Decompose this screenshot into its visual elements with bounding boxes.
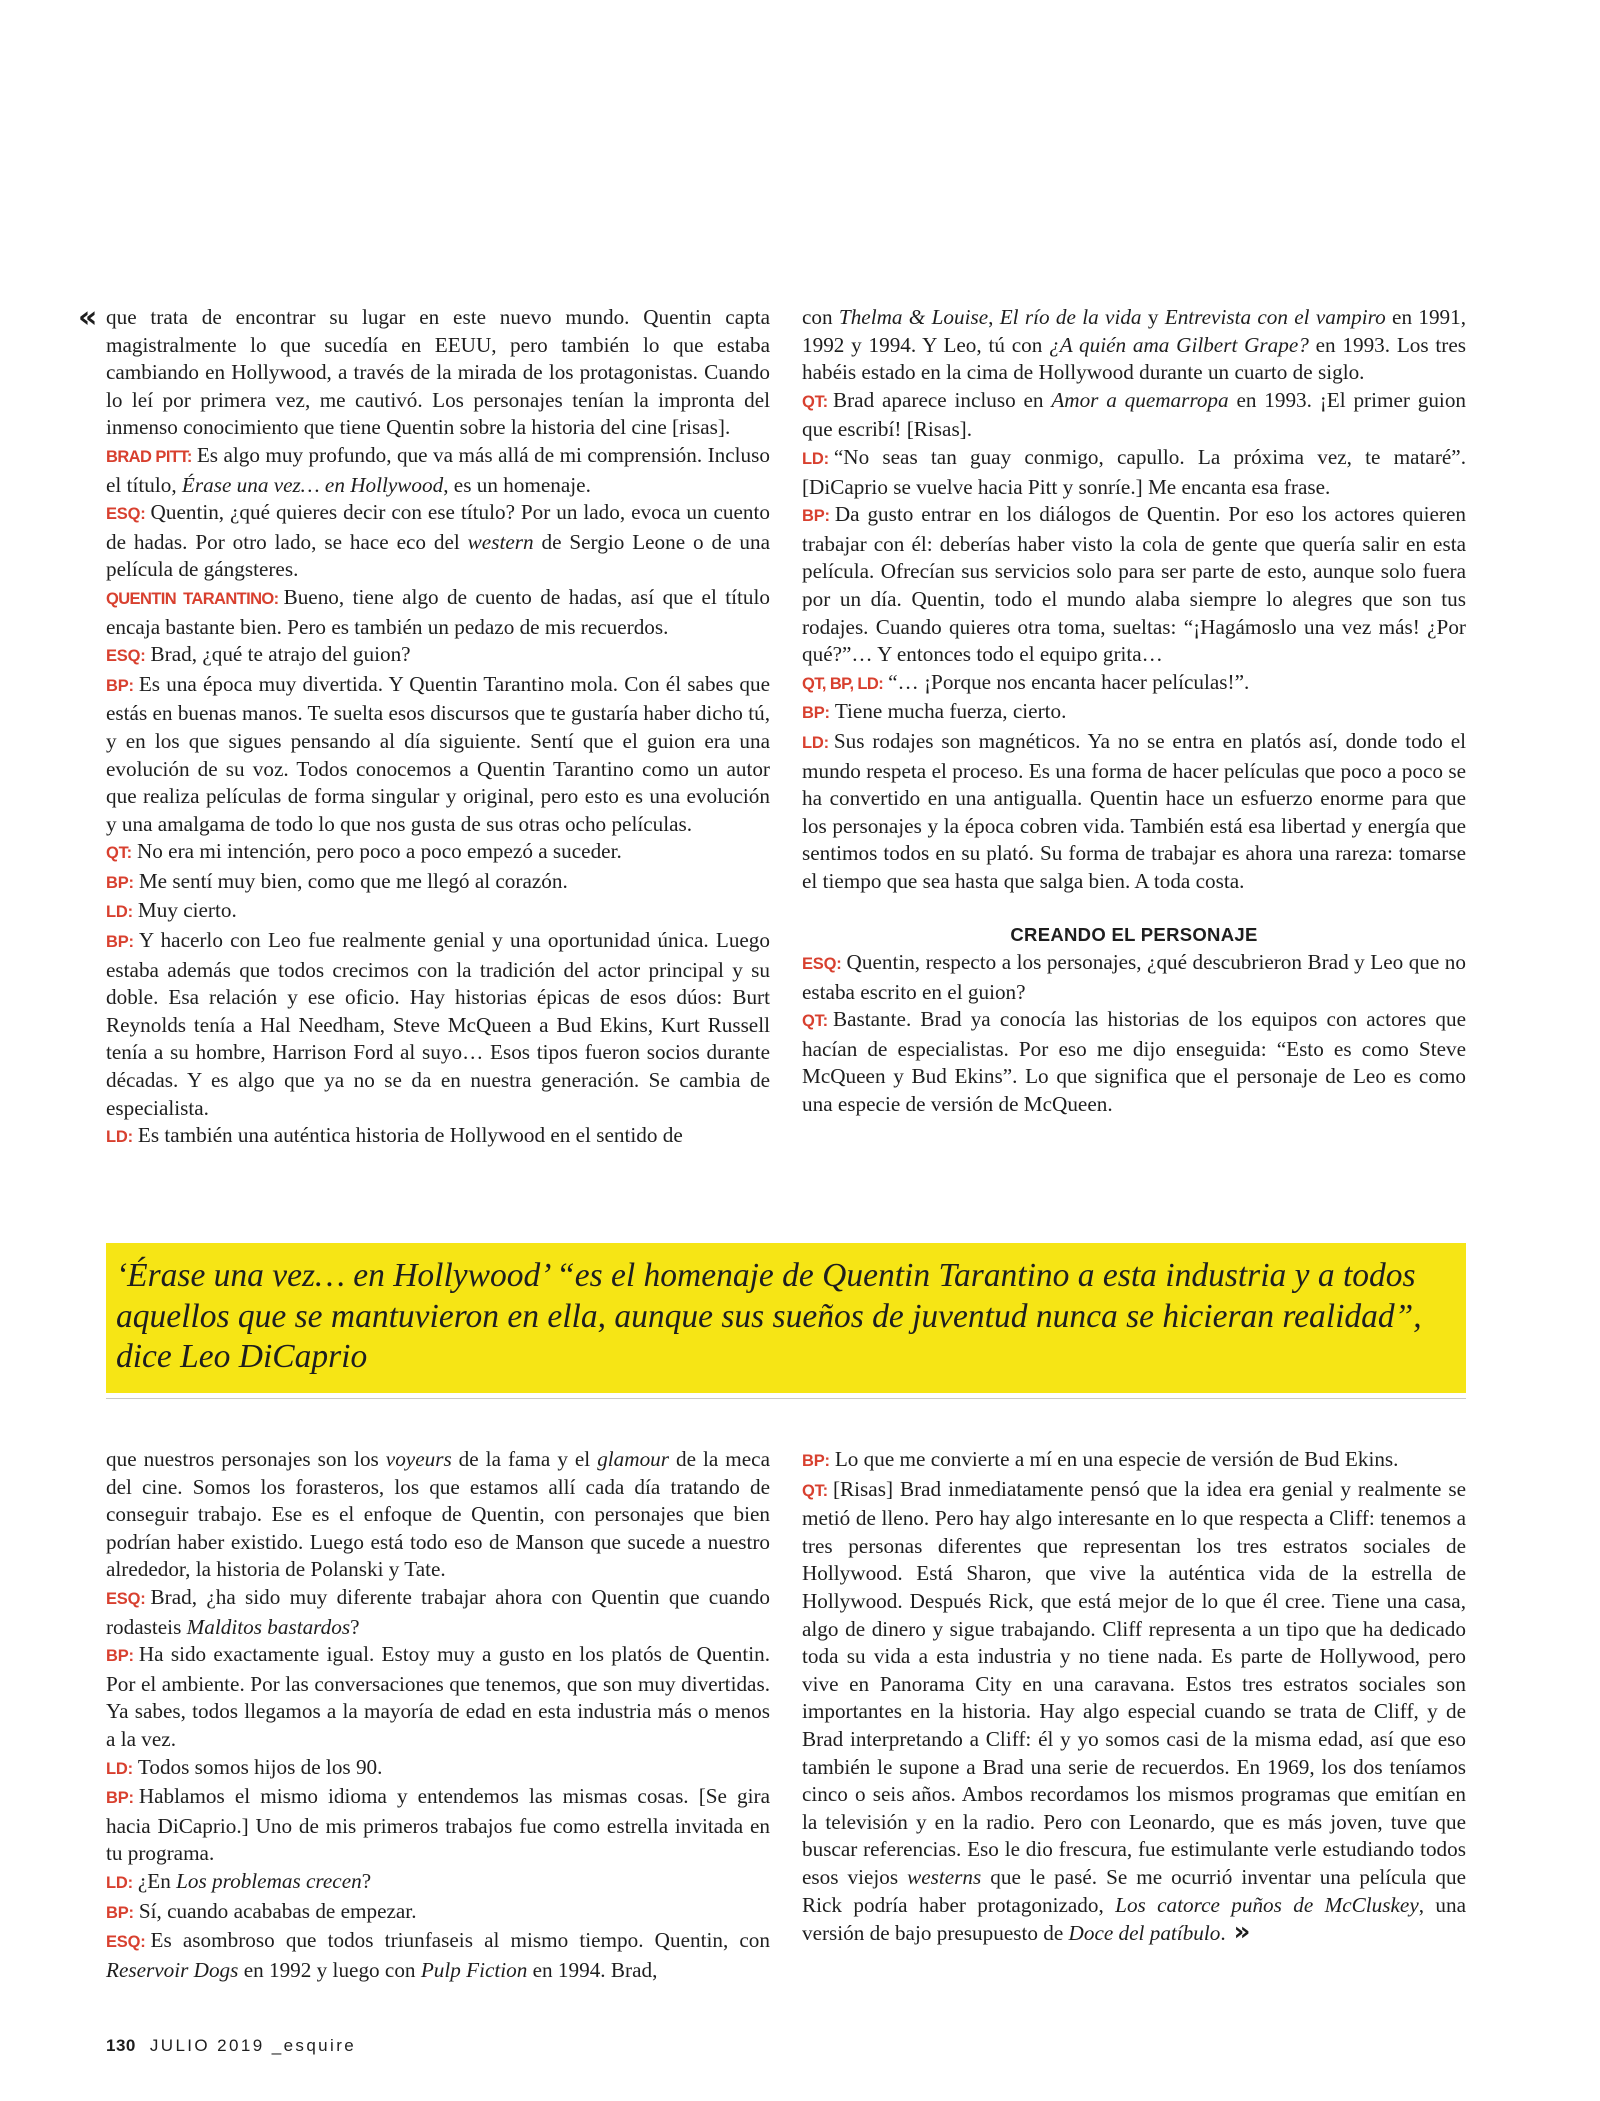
text: Sí, cuando acababas de empezar. bbox=[138, 1898, 417, 1923]
paragraph bbox=[106, 499, 770, 584]
speaker-label: LD: bbox=[802, 733, 829, 752]
paragraph bbox=[106, 584, 770, 641]
article-column-4 bbox=[802, 1446, 1466, 1948]
italic-term: glamour bbox=[597, 1447, 670, 1471]
text: Quentin, respecto a los personajes, ¿qué descubrieron Brad y Leo que no estaba escrito en el guion? bbox=[802, 950, 1466, 1004]
issue-label: JULIO 2019 _esquire bbox=[149, 2036, 357, 2055]
text: ? bbox=[361, 1868, 372, 1893]
text: Da gusto entrar en los diálogos de Quentin. Por eso los actores quieren trabajar con él: deberías haber visto la cola de gente que quería salir en esta película. Ofrecían sus servicios solo para ser parte de esto, aunque solo fuera por un día. Quentin, todo el mundo alaba siempre lo alegres que son tus rodajes. Cuando quieres otra toma, sueltas: “¡Hagámoslo una vez más! ¿Por qué?”… Y entonces todo el equipo grita… bbox=[802, 502, 1466, 667]
text: , una versión de bajo presupuesto de bbox=[802, 1892, 1466, 1946]
speaker-label: BP: bbox=[106, 1789, 134, 1808]
paragraph bbox=[106, 927, 770, 1122]
text: en 1992 y luego con bbox=[238, 1957, 421, 1982]
speaker-label: LD: bbox=[106, 1873, 133, 1892]
paragraph bbox=[106, 1868, 770, 1898]
opening-quote-mark: « bbox=[78, 300, 98, 335]
italic-title: ¿A quién ama Gilbert Grape? bbox=[1049, 332, 1309, 357]
text: Y hacerlo con Leo fue realmente genial y una oportunidad única. Luego estaba además que todos crecimos con la tradición del actor principal y su doble. Esa relación y ese oficio. Hay historias épicas de esos dúos: Burt Reynolds tenía a Hal Needham, Steve McQueen a Bud Ekins, Kurt Russell tenía a su hombre, Harrison Ford al suyo… Esos tipos fueron socios durante décadas. Y es algo que ya no se da en nuestra generación. Se cambia de especialista. bbox=[106, 928, 770, 1120]
speaker-label: QT: bbox=[802, 392, 828, 411]
text: Es algo muy profundo, que va más allá de mi comprensión. Incluso el título, bbox=[106, 442, 770, 497]
paragraph bbox=[106, 1754, 770, 1784]
speaker-label: QT: bbox=[802, 1012, 828, 1031]
speaker-label: ESQ: bbox=[106, 505, 146, 524]
speaker-label: QT, BP, LD: bbox=[802, 674, 884, 693]
text: Ha sido exactamente igual. Estoy muy a gusto en los platós de Quentin. Por el ambiente. Por las conversaciones que tenemos, que son muy divertidas. Ya sabes, todos llegamos a la mayoría de edad en esta industria más o menos a la vez. bbox=[106, 1642, 770, 1751]
article-column-2 bbox=[802, 304, 1466, 1119]
paragraph bbox=[802, 1446, 1466, 1476]
text: , es un homenaje. bbox=[443, 472, 591, 497]
text: [Risas] Brad inmediatamente pensó que la idea era genial y realmente se metió de lleno. Pero hay algo interesante en lo que respecta a Cliff: tenemos a tres personas diferentes que representan los tres estratos sociales de Hollywood. Está Sharon, que vive la auténtica vida de la estrella de Hollywood. Después Rick, que está mejor de lo que él cree. Tiene una casa, algo de dinero y sigue trabajando. Cliff representa a un tipo que ha dedicado toda su vida a esta industria y no tiene nada. Es parte de Hollywood, pero vive en Panorama City en una caravana. Estos tres estratos sociales son importantes en la historia. Hay algo especial cuando se trata de Cliff, y de Brad interpretando a Cliff: él y yo somos casi de la misma edad, así que eso también le supone a Brad una serie de recuerdos. En 1969, los dos teníamos cinco o seis años. Ambos recordamos los mismos programas que emitían en la televisión y en la radio. Pero con Leonardo, que es más joven, tuve que buscar referencias. Eso le dio frescura, fue estimulante verle estudiando todos esos viejos bbox=[802, 1476, 1466, 1889]
italic-title: Los problemas crecen bbox=[176, 1868, 362, 1893]
pull-quote-title: ‘Érase una vez… en Hollywood’ bbox=[116, 1257, 548, 1294]
speaker-label: BP: bbox=[106, 676, 134, 695]
speaker-label: BP: bbox=[106, 1903, 134, 1922]
text: “… ¡Porque nos encanta hacer películas!”. bbox=[888, 669, 1250, 694]
text: Lo que me convierte a mí en una especie de versión de Bud Ekins. bbox=[834, 1447, 1399, 1471]
paragraph bbox=[802, 669, 1466, 699]
italic-term: westerns bbox=[907, 1864, 982, 1889]
text: en 1993. ¡El primer guion que escribí! [Risas]. bbox=[802, 387, 1467, 442]
text: Quentin, ¿qué quieres decir con ese título? Por un lado, evoca un cuento de hadas. Por otro lado, se hace eco del bbox=[106, 500, 770, 554]
speaker-label: BP: bbox=[106, 933, 134, 952]
italic-title: Entrevista con el vampiro bbox=[1164, 305, 1386, 329]
speaker-label: BP: bbox=[802, 1452, 830, 1470]
article-column-1 bbox=[106, 304, 770, 1152]
paragraph bbox=[106, 1446, 770, 1584]
speaker-label: QT: bbox=[802, 1481, 828, 1500]
page-footer bbox=[106, 2036, 356, 2056]
text: “No seas tan guay conmigo, capullo. La próxima vez, te mataré”. [DiCaprio se vuelve hacia Pitt y sonríe.] Me encanta esa frase. bbox=[802, 444, 1466, 499]
italic-term: western bbox=[467, 529, 534, 554]
section-heading: CREANDO EL PERSONAJE bbox=[1010, 924, 1258, 946]
paragraph bbox=[106, 442, 770, 499]
paragraph bbox=[802, 387, 1466, 444]
page-number: 130 bbox=[106, 2036, 136, 2055]
speaker-label: QT: bbox=[106, 844, 132, 863]
italic-title: Malditos bastardos bbox=[186, 1614, 351, 1639]
paragraph bbox=[106, 304, 770, 442]
text: Bastante. Brad ya conocía las historias de los equipos con actores que hacían de especialistas. Por eso me dijo enseguida: “Esto es como Steve McQueen y Bud Ekins”. Lo que significa que el personaje de Leo es como una especie de versión de McQueen. bbox=[802, 1007, 1466, 1117]
text: y bbox=[1141, 305, 1165, 329]
paragraph bbox=[802, 1476, 1466, 1948]
speaker-label: LD: bbox=[106, 903, 133, 922]
text: Es asombroso que todos triunfaseis al mismo tiempo. Quentin, con bbox=[150, 1928, 770, 1953]
pull-quote-text: “es el homenaje de Quentin Tarantino a esta industria y a todos aquellos que se mantuvieron en ella, aunque sus sueños de juventud nunca se hicieran realidad”, dice Leo DiCaprio bbox=[116, 1257, 1422, 1375]
text: que le pasé. Se me ocurrió inventar una película que Rick podría haber protagonizado, bbox=[802, 1864, 1466, 1917]
italic-title: Pulp Fiction bbox=[420, 1957, 528, 1982]
speaker-label: BP: bbox=[106, 1647, 134, 1666]
text: de la meca del cine. Somos los forasteros, los que estamos allí cada día tratando de conseguir trabajo. Ese es el enfoque de Quentin, con personajes que bien podrían haber existido. Luego está todo eso de Manson que sucede a nuestro alrededor, la historia de Polanski y Tate. bbox=[106, 1447, 770, 1582]
italic-title: Reservoir Dogs bbox=[106, 1957, 239, 1982]
text: de la fama y el bbox=[451, 1447, 598, 1471]
speaker-label: ESQ: bbox=[106, 647, 146, 666]
paragraph bbox=[106, 641, 770, 671]
pull-quote-divider bbox=[106, 1398, 1466, 1399]
speaker-label: BRAD PITT: bbox=[106, 447, 192, 466]
speaker-label: QUENTIN TARANTINO: bbox=[106, 589, 279, 608]
italic-title: Amor a quemarropa bbox=[1051, 387, 1229, 412]
speaker-label: LD: bbox=[802, 449, 829, 468]
paragraph bbox=[106, 1584, 770, 1641]
text: ¿En bbox=[137, 1868, 177, 1893]
text: con bbox=[802, 305, 839, 329]
paragraph bbox=[106, 1898, 770, 1928]
italic-title: Érase una vez… en Hollywood bbox=[181, 472, 444, 497]
pull-quote bbox=[106, 1243, 1466, 1393]
paragraph bbox=[106, 1641, 770, 1753]
text: de Sergio Leone o de una película de gángsteres. bbox=[106, 529, 770, 582]
speaker-label: BP: bbox=[802, 704, 830, 723]
text: Muy cierto. bbox=[137, 898, 237, 923]
text: Sus rodajes son magnéticos. Ya no se entra en platós así, donde todo el mundo respeta el proceso. Es una forma de hacer películas que poco a poco se ha convertido en una antigualla. Quentin hace un esfuerzo enorme para que los personajes y la época cobren vida. También está esa libertad y energía que sentimos todos en su plató. Su forma de trabajar es ahora una rareza: tomarse el tiempo que sea hasta que salga bien. A toda costa. bbox=[802, 728, 1466, 893]
paragraph bbox=[106, 1927, 770, 1984]
paragraph bbox=[106, 671, 770, 839]
paragraph bbox=[106, 897, 770, 927]
italic-title: El río de la vida bbox=[999, 305, 1142, 329]
text: Brad, ¿ha sido muy diferente trabajar ahora con Quentin que cuando rodasteis bbox=[106, 1584, 770, 1639]
speaker-label: ESQ: bbox=[106, 1933, 146, 1952]
speaker-label: ESQ: bbox=[106, 1589, 146, 1608]
text: Me sentí muy bien, como que me llegó al corazón. bbox=[138, 868, 568, 893]
italic-title: Los catorce puños de McCluskey bbox=[1115, 1892, 1419, 1917]
italic-term: voyeurs bbox=[385, 1447, 452, 1471]
paragraph bbox=[802, 698, 1466, 728]
text: Bueno, tiene algo de cuento de hadas, así que el título encaja bastante bien. Pero es también un pedazo de mis recuerdos. bbox=[106, 584, 770, 639]
paragraph bbox=[106, 1783, 770, 1868]
text: Brad, ¿qué te atrajo del guion? bbox=[150, 642, 411, 667]
paragraph bbox=[106, 838, 770, 868]
text: Es una época muy divertida. Y Quentin Tarantino mola. Con él sabes que estás en buenas manos. Te suelta esos discursos que te gustaría haber dicho tú, y en los que sigues pensando al día siguiente. Sentí que el guion era una evolución de su voz. Todos conocemos a Quentin Tarantino como un autor que realiza películas de forma singular y original, pero esto es una evolución y una amalgama de todo lo que nos gusta de sus otras ocho películas. bbox=[106, 671, 770, 836]
speaker-label: LD: bbox=[106, 1128, 133, 1147]
closing-quote-mark: » bbox=[1233, 1917, 1251, 1948]
paragraph bbox=[106, 1122, 770, 1152]
text: en 1994. Brad, bbox=[527, 1957, 658, 1982]
paragraph bbox=[106, 868, 770, 898]
article-column-3 bbox=[106, 1446, 770, 1984]
paragraph bbox=[802, 444, 1466, 501]
paragraph bbox=[802, 1006, 1466, 1118]
paragraph bbox=[802, 949, 1466, 1006]
speaker-label: BP: bbox=[802, 507, 830, 526]
text: que trata de encontrar su lugar en este nuevo mundo. Quentin capta magistralmente lo que sucedía en EEUU, pero también lo que estaba cambiando en Hollywood, a través de la mirada de los protagonistas. Cuando lo leí por primera vez, me cautivó. Los personajes tenían la impronta del inmenso conocimiento que tiene Quentin sobre la historia del cine [risas]. bbox=[106, 305, 770, 440]
text: No era mi intención, pero poco a poco empezó a suceder. bbox=[136, 839, 622, 864]
text: en 1991, 1992 y 1994. Y Leo, tú con bbox=[802, 305, 1467, 357]
text: Todos somos hijos de los 90. bbox=[137, 1754, 383, 1779]
paragraph bbox=[802, 304, 1466, 387]
italic-title: Thelma & Louise bbox=[838, 305, 989, 329]
text: Hablamos el mismo idioma y entendemos las mismas cosas. [Se gira hacia DiCaprio.] Uno de mis primeros trabajos fue como estrella invitada en tu programa. bbox=[106, 1784, 770, 1866]
text: en 1993. Los tres habéis estado en la cima de Hollywood durante un cuarto de siglo. bbox=[802, 332, 1466, 385]
text: , bbox=[988, 305, 1000, 329]
speaker-label: BP: bbox=[106, 873, 134, 892]
italic-title: Doce del patíbulo bbox=[1068, 1921, 1221, 1946]
text: Es también una auténtica historia de Hollywood en el sentido de bbox=[137, 1123, 683, 1148]
text: Brad aparece incluso en bbox=[832, 387, 1052, 412]
text: ? bbox=[350, 1614, 360, 1639]
text: . bbox=[1220, 1921, 1226, 1946]
text: Tiene mucha fuerza, cierto. bbox=[834, 699, 1067, 724]
paragraph bbox=[802, 501, 1466, 669]
text: que nuestros personajes son los bbox=[106, 1447, 386, 1471]
paragraph bbox=[802, 728, 1466, 896]
speaker-label: ESQ: bbox=[802, 955, 842, 974]
speaker-label: LD: bbox=[106, 1759, 133, 1778]
